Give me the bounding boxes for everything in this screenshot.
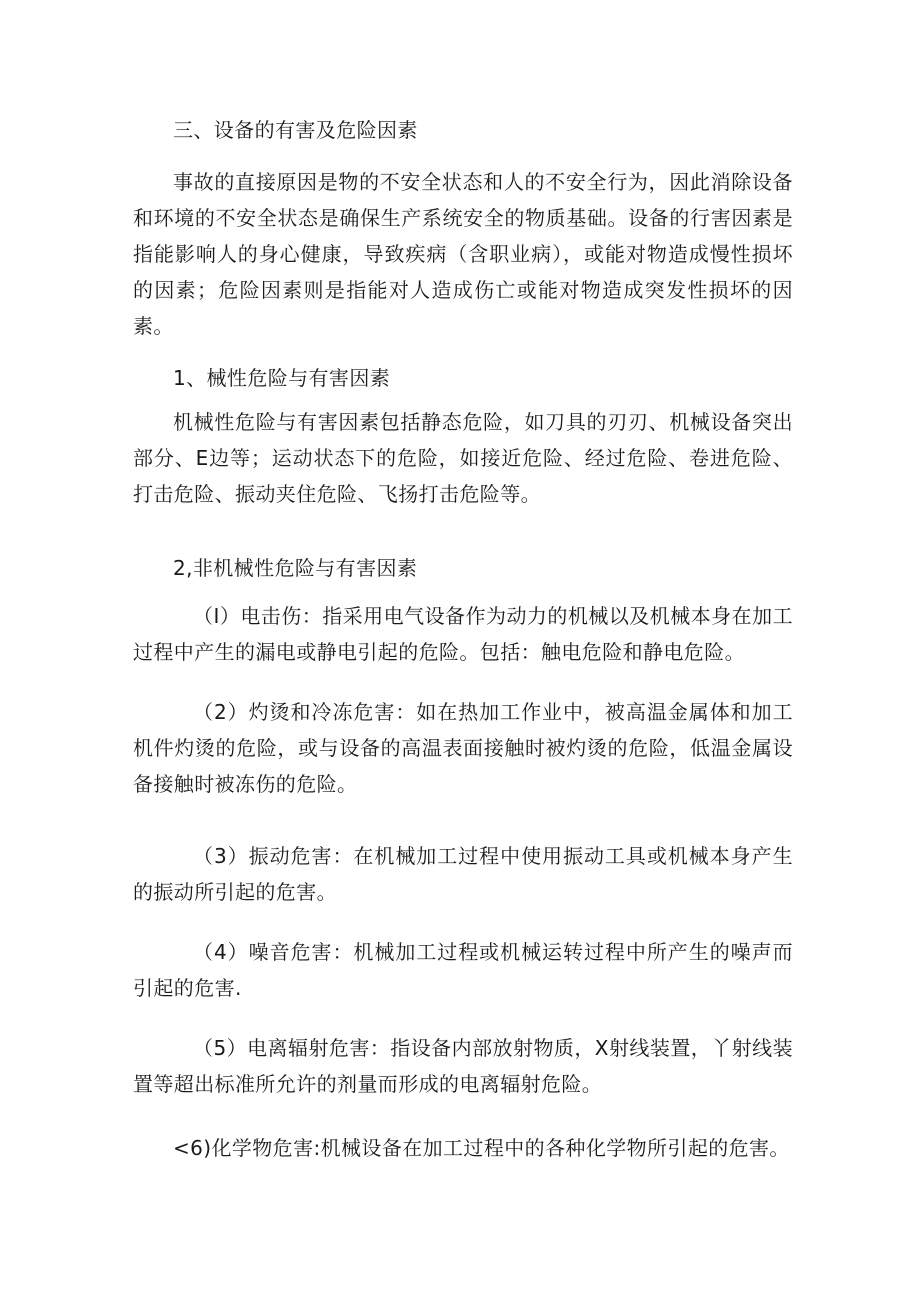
list-item-chemical: <6)化学物危害:机械设备在加工过程中的各种化学物所引起的危害。 [173,1136,790,1160]
list-item-radiation: （5）电离辐射危害：指设备内部放射物质，X射线装置，丫射线装置等超出标准所允许的剂量而形成的电离辐射危险。 [133,1036,793,1096]
section-heading: 三、设备的有害及危险因素 [173,118,418,142]
paragraph-mechanical: 机械性危险与有害因素包括静态危险，如刀具的刃刃、机械设备突出部分、E边等；运动状态下的危险，如接近危险、经过危险、卷进危险、打击危险、振动夹住危险、飞扬打击危险等。 [133,410,793,506]
list-item-burn-freeze: （2）灼烫和冷冻危害：如在热加工作业中，被高温金属体和加工机件灼烫的危险，或与设备的高温表面接触时被灼烫的危险，低温金属设备接触时被冻伤的危险。 [133,700,793,796]
list-item-electric-shock: （I）电击伤：指采用电气设备作为动力的机械以及机械本身在加工过程中产生的漏电或静电引起的危险。包括：触电危险和静电危险。 [133,604,793,664]
list-item-vibration: （3）振动危害：在机械加工过程中使用振动工具或机械本身产生的振动所引起的危害。 [133,844,793,904]
subheading-mechanical: 1、械性危险与有害因素 [173,366,391,390]
list-item-noise: （4）噪音危害：机械加工过程或机械运转过程中所产生的噪声而引起的危害. [133,940,793,1000]
subheading-non-mechanical: 2,非机械性危险与有害因素 [173,556,418,580]
intro-paragraph: 事故的直接原因是物的不安全状态和人的不安全行为，因此消除设备和环境的不安全状态是确保生产系统安全的物质基础。设备的行害因素是指能影响人的身心健康，导致疾病（含职业病），或能对物造成慢性损坏的因素；危险因素则是指能对人造成伤亡或能对物造成突发性损坏的因素。 [133,170,793,338]
